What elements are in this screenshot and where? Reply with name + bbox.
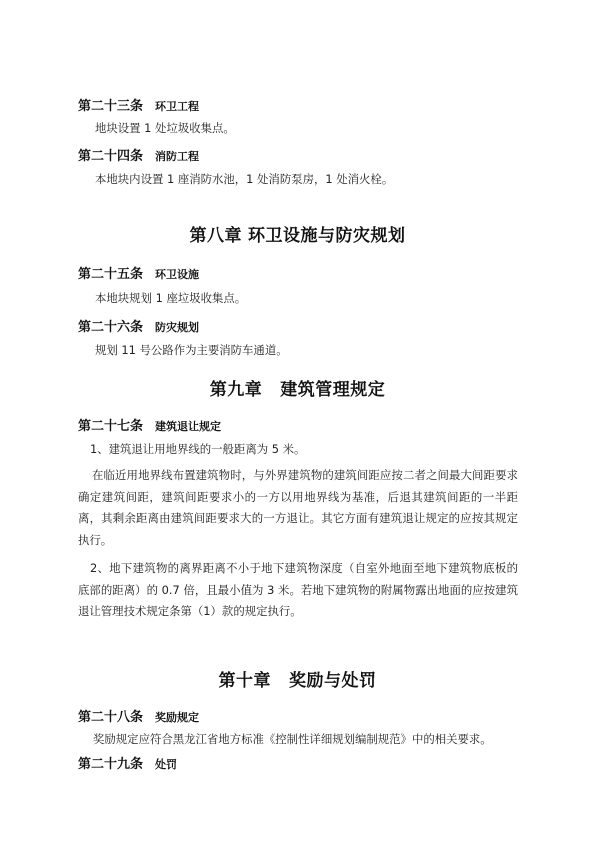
article-title: 奖励规定 (155, 711, 200, 724)
chapter-heading-9 (0, 375, 595, 400)
chapter-title: 奖励与处罚 (289, 671, 377, 691)
article-title: 处罚 (155, 758, 178, 771)
article-title: 建筑退让规定 (155, 420, 222, 433)
article-number: 第二十九条 (78, 757, 144, 772)
article-number: 第二十七条 (78, 419, 144, 434)
article-heading-24 (78, 145, 199, 164)
article-heading-27 (78, 415, 221, 434)
article-text-24: 本地块内设置 1 座消防水池，1 处消防泵房，1 处消火栓。 (95, 172, 394, 186)
article-number: 第二十六条 (78, 320, 144, 335)
chapter-heading-8 (0, 221, 595, 246)
article-heading-23 (78, 95, 199, 114)
article-text-26: 规划 11 号公路作为主要消防车通道。 (95, 343, 288, 357)
article-27-paragraph-2: 在临近用地界线布置建筑物时，与外界建筑物的建筑间距应按二者之间最大间距要求确定建筑间距，建筑间距要求小的一方以用地界线为基准，后退其建筑间距的一半距离，其剩余距离由建筑间距要求大的一方退让。其它方面有建筑退让规定的应按其规定执行。 (78, 468, 518, 547)
chapter-number: 第八章 (189, 226, 242, 246)
chapter-number: 第十章 (218, 671, 271, 691)
article-number: 第二十五条 (78, 267, 144, 282)
article-27-paragraph-3: 2、地下建筑物的离界距离不小于地下建筑物深度（自室外地面至地下建筑物底板的底部的距离）的 0.7 倍，且最小值为 3 米。若地下建筑物的附属物露出地面的应按建筑退让管理技术规定条第（1）款的规定执行。 (78, 561, 518, 618)
chapter-title: 环卫设施与防灾规划 (248, 226, 406, 246)
chapter-number: 第九章 (209, 380, 263, 400)
article-heading-26 (78, 316, 199, 335)
article-27-paragraph-1: 1、建筑退让用地界线的一般距离为 5 米。 (90, 442, 306, 456)
article-title: 消防工程 (155, 150, 200, 163)
article-number: 第二十四条 (78, 149, 144, 164)
article-number: 第二十三条 (78, 99, 144, 114)
article-title: 环卫工程 (155, 100, 200, 113)
article-title: 环卫设施 (155, 268, 200, 281)
article-title: 防灾规划 (155, 321, 200, 334)
article-text-28: 奖励规定应符合黑龙江省地方标准《控制性详细规划编制规范》中的相关要求。 (93, 732, 492, 746)
chapter-title: 建筑管理规定 (280, 380, 386, 400)
article-number: 第二十八条 (78, 710, 144, 725)
article-text-25: 本地块规划 1 座垃圾收集点。 (95, 291, 247, 305)
article-heading-28 (78, 706, 199, 725)
article-text-23: 地块设置 1 处垃圾收集点。 (95, 121, 235, 135)
article-heading-29 (78, 753, 177, 772)
article-heading-25 (78, 263, 199, 282)
chapter-heading-10 (0, 666, 595, 691)
